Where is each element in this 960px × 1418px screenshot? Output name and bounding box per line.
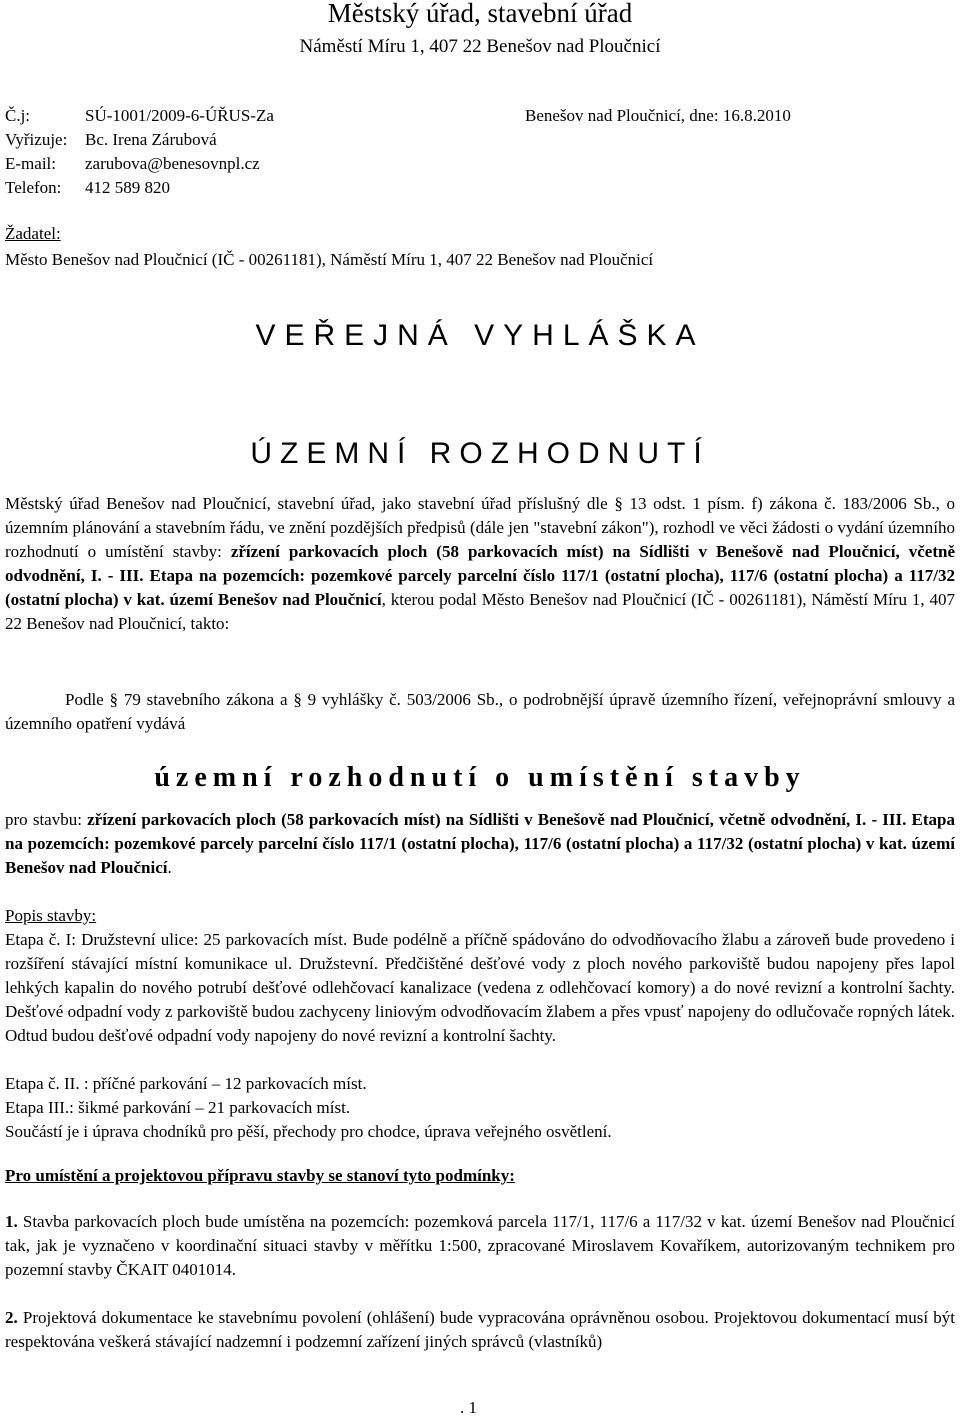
description-heading: Popis stavby: (5, 906, 97, 925)
for-building-paragraph (5, 808, 955, 880)
for-building-bold: zřízení parkovacích ploch (58 parkovacích míst) na Sídlišti v Benešově nad Ploučnicí, včetně odvodnění, I. - III. Etapa na pozemcích: pozemkové parcely parcelní číslo 117/1 (ostatní plocha), 117/6 (ostatní plocha) a 117/32 (ostatní plocha) v kat. území Benešov nad Ploučnicí (5, 810, 955, 877)
applicant-heading: Žadatel: (5, 224, 61, 243)
legal-basis-paragraph (5, 688, 955, 736)
office-address: Náměstí Míru 1, 407 22 Benešov nad Ploučnicí (299, 36, 661, 57)
intro-text-c: , kterou podal Město Benešov nad Ploučnicí (IČ - 00261181), Náměstí Míru 1, 407 22 Benešov nad Ploučnicí, takto: (5, 590, 955, 633)
for-building-end: . (167, 858, 172, 877)
legal-text-b: 79 stavebního zákona a (123, 690, 288, 709)
reference-number-row (5, 104, 274, 128)
legal-text-c: 9 vyhlášky č. 503/2006 Sb., o podrobnější úpravě územního řízení, veřejnoprávní smlouvy a územního opatření vydává (5, 690, 956, 733)
description-extras: Součástí je i úprava chodníků pro pěší, přechody pro chodce, úprava veřejného osvětlení. (5, 1122, 612, 1141)
condition-2 (5, 1306, 955, 1354)
for-building-lead: pro stavbu: (5, 810, 82, 829)
page-number: . 1 (460, 1398, 477, 1417)
section-symbol-3: § (293, 690, 302, 709)
handled-by-label: Vyřizuje: (5, 130, 68, 149)
section-symbol: § (614, 494, 623, 513)
legal-text-a: Podle (65, 690, 104, 709)
email-row (5, 152, 260, 176)
office-name: Městský úřad, stavební úřad (327, 0, 633, 28)
condition-1 (5, 1210, 955, 1282)
decision-title: ÚZEMNÍ ROZHODNUTÍ (250, 437, 710, 470)
condition-1-number: 1. (5, 1212, 18, 1231)
reference-value: SÚ-1001/2009-6-ÚŘUS-Za (85, 106, 274, 125)
reference-label: Č.j: (5, 106, 31, 125)
date-line: Benešov nad Ploučnicí, dne: 16.8.2010 (525, 106, 791, 125)
intro-text-a: Městský úřad Benešov nad Ploučnicí, stavební úřad, jako stavební úřad příslušný dle (5, 494, 608, 513)
email-label: E-mail: (5, 154, 56, 173)
decision-subtitle: územní rozhodnutí o umístění stavby (154, 762, 806, 793)
email-value: zarubova@benesovnpl.cz (85, 154, 260, 173)
condition-1-text: Stavba parkovacích ploch bude umístěna na pozemcích: pozemková parcela 117/1, 117/6 a 117/32 v kat. území Benešov nad Ploučnicí tak, jak je vyznačeno v koordinační situaci stavby v měřítku 1:500, zpracované Miroslavem Kovaříkem, autorizovaným technikem pro pozemní stavby ČKAIT 0401014. (5, 1212, 956, 1279)
handled-by-value: Bc. Irena Zárubová (85, 130, 217, 149)
public-notice-title: VEŘEJNÁ VYHLÁŠKA (255, 319, 705, 352)
description-stage-3: Etapa III.: šikmé parkování – 21 parkovacích míst. (5, 1098, 351, 1117)
phone-label: Telefon: (5, 178, 62, 197)
condition-2-number: 2. (5, 1308, 18, 1327)
intro-paragraph (5, 492, 955, 636)
intro-text-b: 13 odst. 1 písm. f) zákona č. 183/2006 Sb., o územním plánování a stavebním řádu, ve znění pozdějších předpisů (dále jen "stavební zákon"), rozhodl ve věci žádosti o vydání územního rozhodnutí o umístění stavby: (5, 494, 955, 561)
handled-by-row (5, 128, 217, 152)
section-symbol-2: § (109, 690, 119, 709)
condition-2-text: Projektová dokumentace ke stavebnímu povolení (ohlášení) bude vypracována oprávněnou osobou. Projektovou dokumentací musí být respektována veškerá stávající nadzemní i podzemní zařízení jiných správců (vlastníků) (5, 1308, 956, 1351)
applicant-text: Město Benešov nad Ploučnicí (IČ - 00261181), Náměstí Míru 1, 407 22 Benešov nad Ploučnicí (5, 250, 654, 269)
conditions-heading: Pro umístění a projektovou přípravu stavby se stanoví tyto podmínky: (5, 1166, 515, 1185)
phone-row (5, 176, 170, 200)
description-paragraph-1: Etapa č. I: Družstevní ulice: 25 parkovacích míst. Bude podélně a příčně spádováno do odvodňovacího žlabu a zároveň bude provedeno i rozšíření stávající místní komunikace ul. Družstevní. Předčištěné dešťové vody z ploch nového parkoviště budou napojeny přes lapol lehkých kapalin do nového potrubí dešťové odlehčovací kanalizace (vedena z odlehčovací komory) a do nové revizní a kontrolní šachty. Dešťové odpadní vody z parkoviště budou zachyceny liniovým odvodňovacím žlabem a přes vpusť napojeny do odlučovače ropných látek. Odtud budou dešťové odpadní vody napojeny do nové revizní a kontrolní šachty. (5, 930, 955, 1045)
phone-value: 412 589 820 (85, 178, 170, 197)
description-stage-2: Etapa č. II. : příčné parkování – 12 parkovacích míst. (5, 1074, 367, 1093)
intro-bold-subject: zřízení parkovacích ploch (58 parkovacích míst) na Sídlišti v Benešově nad Ploučnicí, včetně odvodnění, I. - III. Etapa na pozemcích: pozemkové parcely parcelní číslo 117/1 (ostatní plocha), 117/6 (ostatní plocha) a 117/32 (ostatní plocha) v kat. území Benešov nad Ploučnicí (5, 542, 955, 609)
